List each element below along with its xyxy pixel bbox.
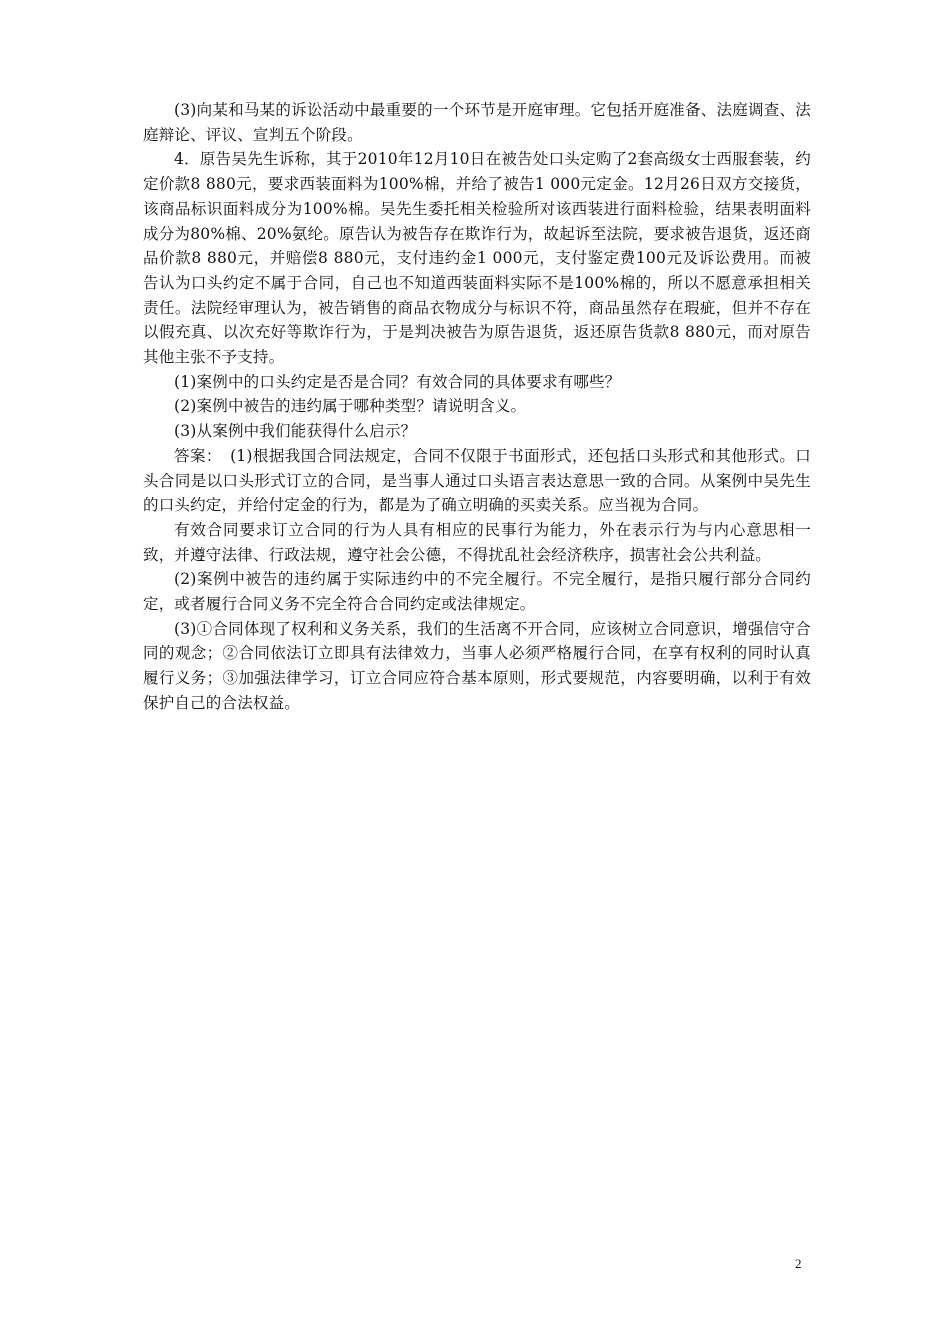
page-number: 2	[795, 1256, 802, 1271]
paragraph-answer-1-cont: 有效合同要求订立合同的行为人具有相应的民事行为能力，外在表示行为与内心意思相一致，并遵守法律、行政法规，遵守社会公德，不得扰乱社会经济秩序，损害社会公共利益。	[143, 520, 811, 564]
paragraph-answer-2: (2)案例中被告的违约属于实际违约中的不完全履行。不完全履行，是指只履行部分合同约定，或者履行合同义务不完全符合合同约定或法律规定。	[143, 570, 811, 614]
paragraph-answer-3: (3)①合同体现了权利和义务关系，我们的生活离不开合同，应该树立合同意识，增强信守合同的观念；②合同依法订立即具有法律效力，当事人必须严格履行合同，在享有权利的同时认真履行义务；③加强法律学习，订立合同应符合基本原则，形式要规范，内容要明确，以利于有效保护自己的合法权益。	[143, 619, 811, 712]
paragraph-case-4: 4．原告吴先生诉称，其于2010年12月10日在被告处口头定购了2套高级女士西服套装，约定价款8 880元，要求西装面料为100%棉，并给了被告1 000元定金。12月26日双方交接货，该商品标识面料成分为100%棉。吴先生委托相关检验所对该西装进行面料检验，结果表明面料成分为80%棉、20%氨纶。原告认为被告存在欺诈行为，故起诉至法院，要求被告退货，返还商品价款8 880元，并赔偿8 880元，支付违约金1 000元，支付鉴定费100元及诉讼费用。而被告认为口头约定不属于合同，自己也不知道西装面料实际不是100%棉的，所以不愿意承担相关责任。法院经审理认为，被告销售的商品衣物成分与标识不符，商品虽然存在瑕疵，但并不存在以假充真、以次充好等欺诈行为，于是判决被告为原告退货，返还原告货款8 880元，而对原告其他主张不予支持。	[143, 150, 811, 367]
paragraph-answer-1: 答案： (1)根据我国合同法规定，合同不仅限于书面形式，还包括口头形式和其他形式。口头合同是以口头形式订立的合同，是当事人通过口头语言表达意思一致的合同。从案例中吴先生的口头约定，并给付定金的行为，都是为了确立明确的买卖关系。应当视为合同。	[143, 446, 811, 515]
paragraph-question-2: (2)案例中被告的违约属于哪种类型？请说明含义。	[174, 397, 527, 416]
paragraph-question-1: (1)案例中的口头约定是否是合同？有效合同的具体要求有哪些？	[174, 372, 621, 391]
paragraph-question-3: (3)从案例中我们能获得什么启示？	[174, 422, 417, 441]
paragraph-question-3-trial: (3)向某和马某的诉讼活动中最重要的一个环节是开庭审理。它包括开庭准备、法庭调查、法庭辩论、评议、宣判五个阶段。	[143, 101, 811, 144]
document-body	[143, 98, 811, 716]
